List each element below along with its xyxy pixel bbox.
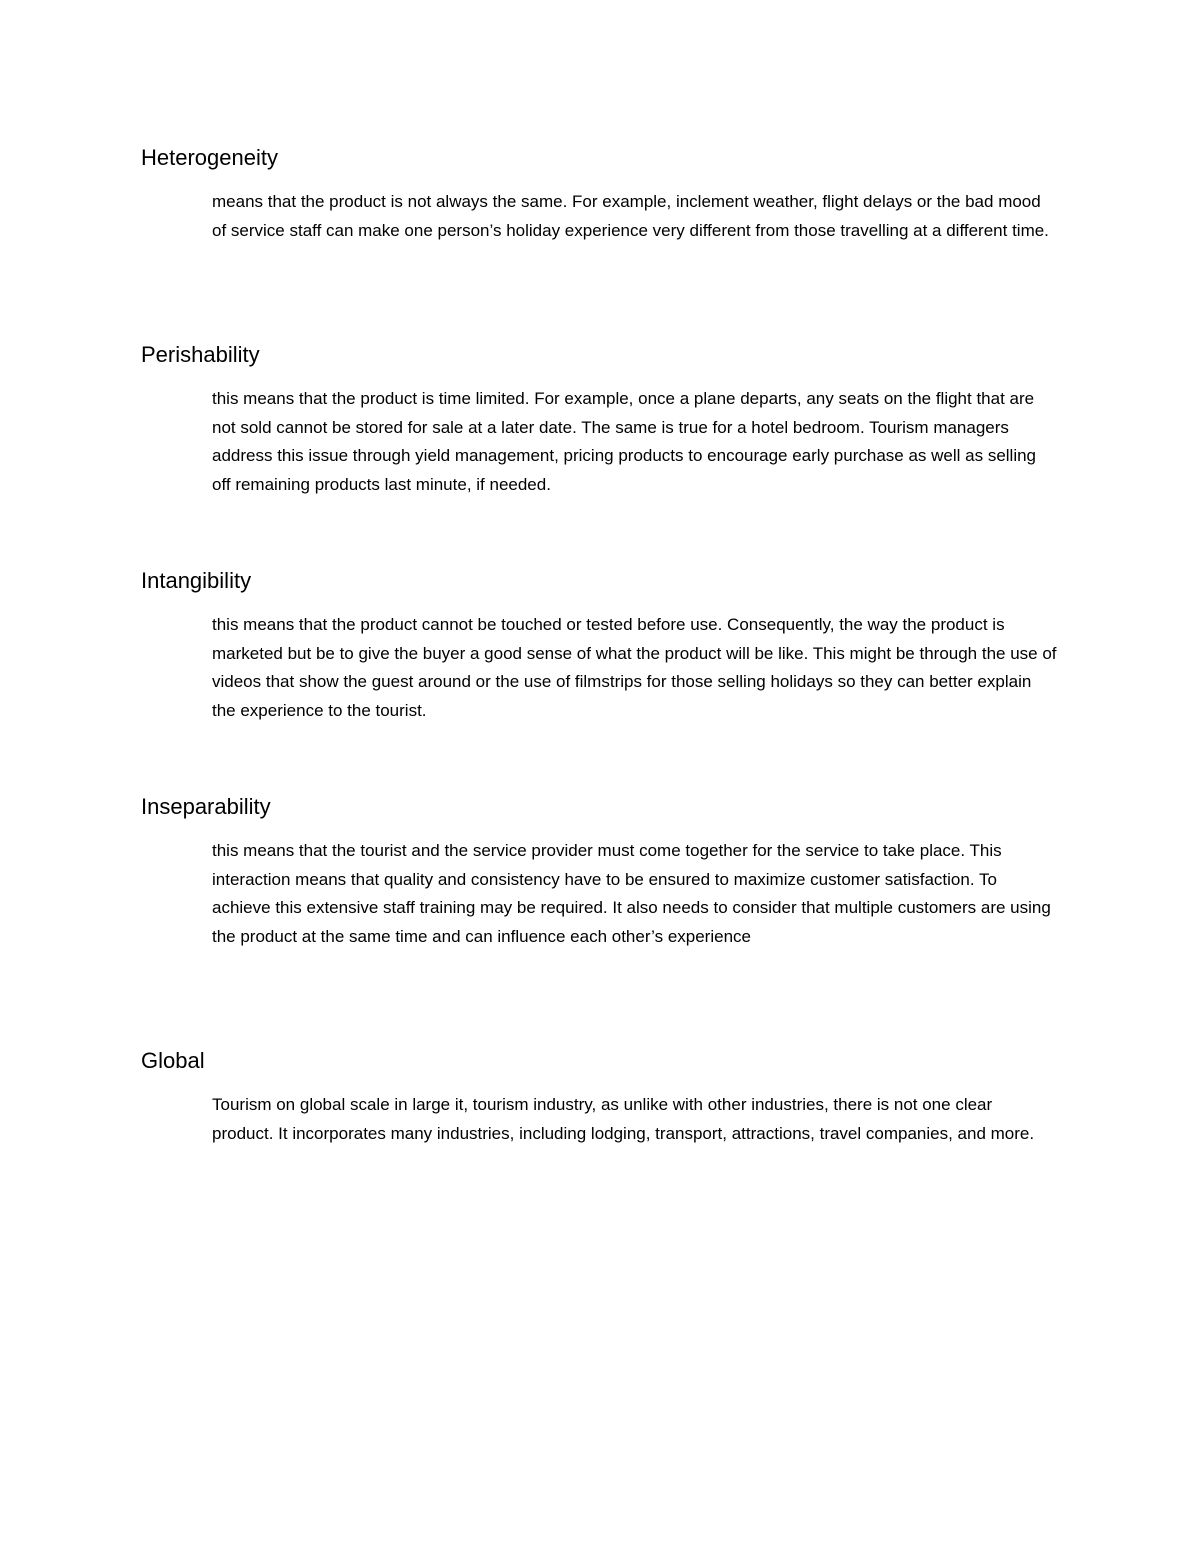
section-heading: Perishability (141, 342, 260, 367)
section-heading: Global (141, 1048, 205, 1073)
section-body: means that the product is not always the same. For example, inclement weather, flight delays or the bad mood of service staff can make one person’s holiday experience very different from those travelling at a different time. (212, 192, 1049, 240)
section-inseparability (141, 793, 1061, 951)
section-body: this means that the product is time limited. For example, once a plane departs, any seats on the flight that are not sold cannot be stored for sale at a later date. The same is true for a hotel bedroom. Tourism managers address this issue through yield management, pricing products to encourage early purchase as well as selling off remaining products last minute, if needed. (212, 389, 1037, 494)
section-body: this means that the product cannot be touched or tested before use. Consequently, the way the product is marketed but be to give the buyer a good sense of what the product will be like. This might be through the use of videos that show the guest around or the use of filmstrips for those selling holidays so they can better explain the experience to the tourist. (212, 615, 1057, 720)
section-heading: Intangibility (141, 568, 252, 593)
section-heading: Heterogeneity (141, 145, 278, 170)
section-heading: Inseparability (141, 794, 271, 819)
section-global (141, 1047, 1061, 1148)
section-heterogeneity (141, 144, 1061, 245)
section-perishability (141, 341, 1061, 499)
section-intangibility (141, 567, 1061, 725)
section-body: this means that the tourist and the service provider must come together for the service to take place. This interaction means that quality and consistency have to be ensured to maximize customer satisfaction. To achieve this extensive staff training may be required. It also needs to consider that multiple customers are using the product at the same time and can influence each other’s experience (212, 841, 1051, 946)
section-body: Tourism on global scale in large it, tourism industry, as unlike with other industries, there is not one clear product. It incorporates many industries, including lodging, transport, attractions, travel companies, and more. (212, 1095, 1035, 1143)
